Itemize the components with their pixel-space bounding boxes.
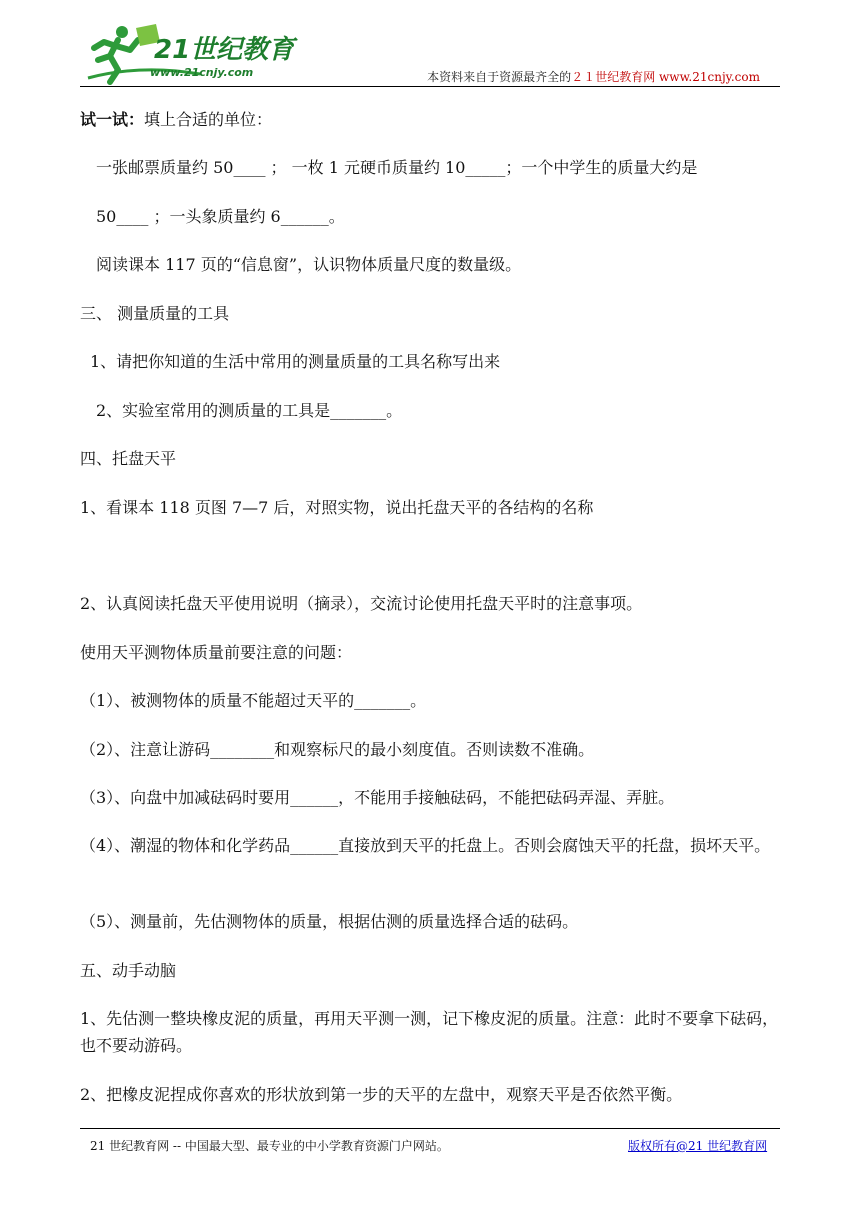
precaution-5: （5）、测量前，先估测物体的质量，根据估测的质量选择合适的砝码。 [80, 912, 579, 931]
try-it-instruction: 填上合适的单位： [144, 110, 273, 129]
footer-site-description: 21 世纪教育网 -- 中国最大型、最专业的中小学教育资源门户网站。 [90, 1139, 449, 1153]
footer-copyright-link[interactable]: 版权所有@21 世纪教育网 [628, 1139, 768, 1153]
try-it-heading [80, 110, 272, 130]
logo-url: www.21cnjy.com [150, 66, 254, 79]
logo-figure-head-icon [116, 26, 128, 38]
precaution-1: （1）、被测物体的质量不能超过天平的_______。 [80, 691, 427, 710]
header-note-highlight: ２１世纪教育网 [571, 70, 656, 84]
precaution-4: （4）、潮湿的物体和化学药品______直接放到天平的托盘上。否则会腐蚀天平的托盘，损坏天平。 [80, 836, 771, 855]
header-note-url[interactable]: www.21cnjy.com [659, 70, 760, 84]
section-5-heading: 五、动手动脑 [80, 961, 177, 980]
section-4-item-1: 1、看课本 118 页图 7—7 后，对照实物，说出托盘天平的各结构的名称 [80, 498, 594, 517]
section-3-item-1: 1、请把你知道的生活中常用的测量质量的工具名称写出来 [90, 352, 501, 371]
precaution-3: （3）、向盘中加减砝码时要用______，不能用手接触砝码，不能把砝码弄湿、弄脏。 [80, 788, 675, 807]
site-logo [80, 20, 300, 86]
section-4-heading: 四、托盘天平 [80, 449, 177, 468]
header-note-prefix: 本资料来自于资源最齐全的 [427, 70, 572, 84]
header-divider [80, 86, 780, 87]
unit-exercise-line-2: 50____ ；一头象质量约 6______。 [96, 207, 345, 226]
precaution-2: （2）、注意让游码________和观察标尺的最小刻度值。否则读数不准确。 [80, 740, 595, 759]
section-3-item-2: 2、实验室常用的测质量的工具是_______。 [96, 401, 403, 420]
unit-exercise-line-1: 一张邮票质量约 50____ ； 一枚 1 元硬币质量约 10_____；一个中学生的质量大约是 [96, 158, 698, 177]
reading-instruction: 阅读课本 117 页的“信息窗”，认识物体质量尺度的数量级。 [96, 255, 522, 274]
precautions-intro: 使用天平测物体质量前要注意的问题： [80, 643, 353, 662]
try-it-label: 试一试： [80, 110, 145, 129]
section-3-heading: 三、 测量质量的工具 [80, 304, 230, 323]
logo-wordmark: 21世纪教育 [154, 35, 295, 65]
section-5-item-2: 2、把橡皮泥捏成你喜欢的形状放到第一步的天平的左盘中，观察天平是否依然平衡。 [80, 1085, 683, 1104]
header-source-note [427, 68, 760, 85]
section-5-item-1: 1、先估测一整块橡皮泥的质量，再用天平测一测，记下橡皮泥的质量。注意：此时不要拿下砝码，也不要动游码。 [80, 1009, 779, 1055]
section-4-item-2: 2、认真阅读托盘天平使用说明（摘录），交流讨论使用托盘天平时的注意事项。 [80, 594, 643, 613]
page-header [80, 20, 780, 90]
footer-divider [80, 1128, 780, 1129]
